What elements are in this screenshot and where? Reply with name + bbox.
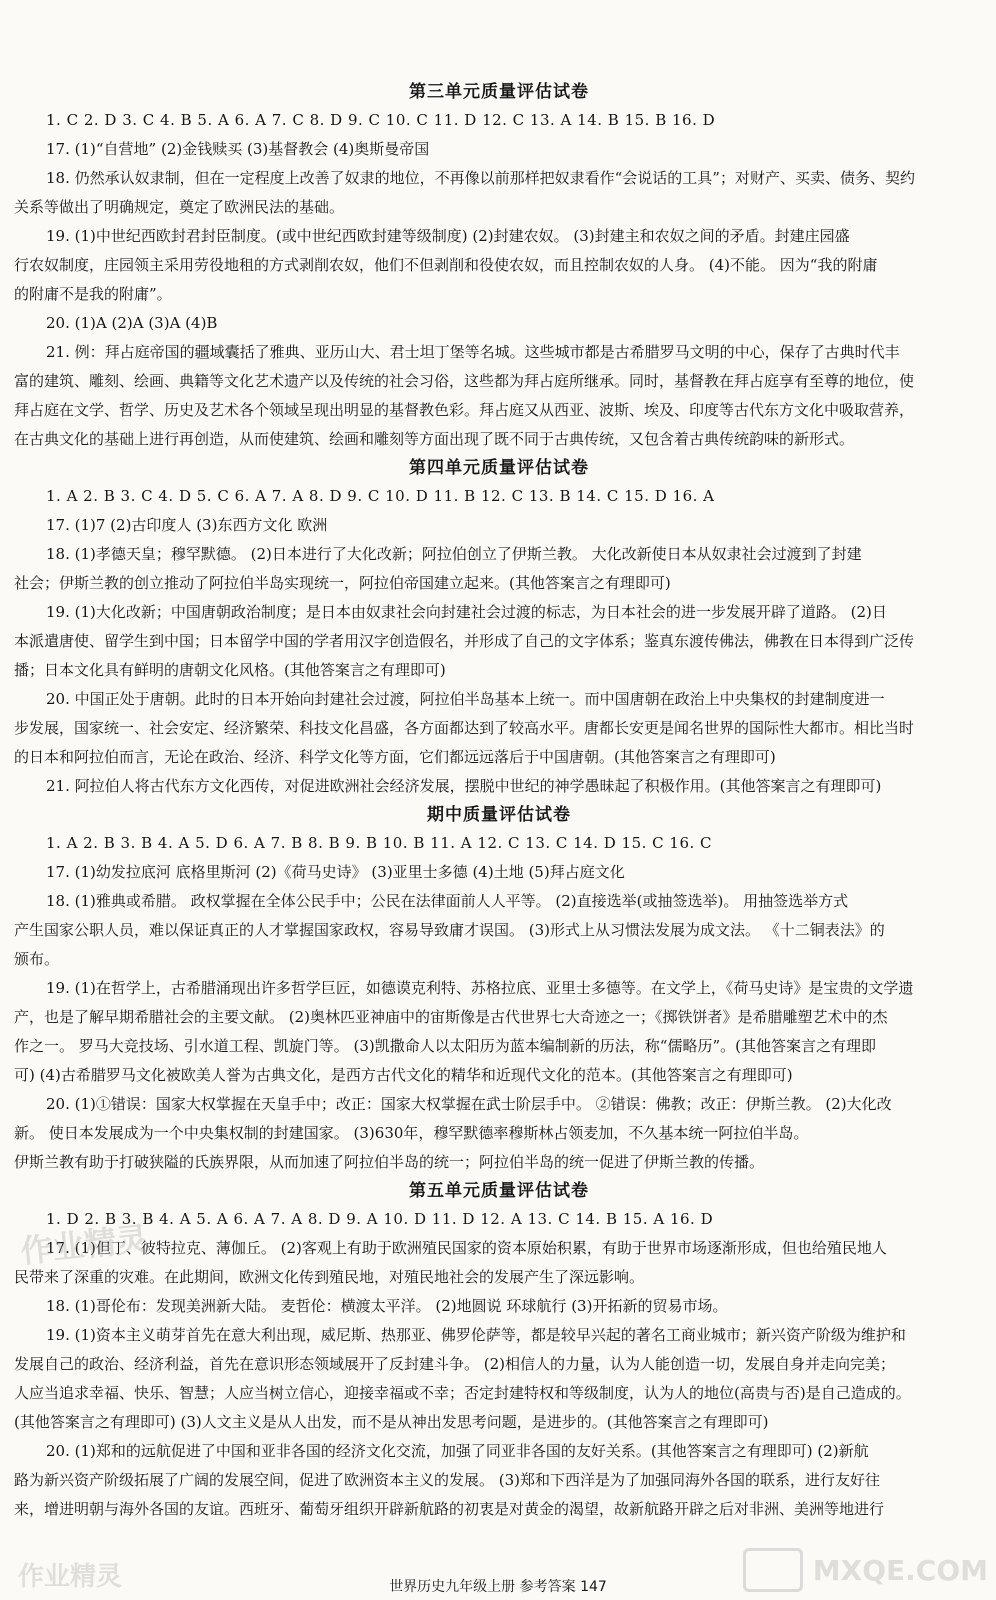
section-title: 期中质量评估试卷 [427, 805, 571, 825]
answer-line: 21. 例：拜占庭帝国的疆域囊括了雅典、亚历山大、君士坦丁堡等名城。这些城市都是古希腊罗马文明的中心，保存了古典时代丰 [46, 343, 900, 361]
answer-line: 产生国家公职人员，难以保证真正的人才掌握国家政权，容易导致庸才误国。 (3)形式上从习惯法发展为成文法。 《十二铜表法》的 [14, 921, 885, 939]
answer-line: 本派遣唐使、留学生到中国；日本留学中国的学者用汉字创造假名，并形成了自己的文字体系；鉴真东渡传佛法，佛教在日本得到广泛传 [14, 632, 915, 650]
answer-line: 20. (1)A (2)A (3)A (4)B [46, 314, 218, 332]
choice-answers-line: 1. D 2. B 3. B 4. A 5. A 6. A 7. A 8. D 9. A 10. D 11. D 12. A 13. C 14. B 15. A 16. D [46, 1210, 714, 1228]
answer-line: 18. 仍然承认奴隶制，但在一定程度上改善了奴隶的地位，不再像以前那样把奴隶看作“会说话的工具”；对财产、买卖、债务、契约 [46, 169, 915, 187]
answer-line: 19. (1)大化改新；中国唐朝政治制度；是日本由奴隶社会向封建社会过渡的标志，为日本社会的进一步发展开辟了道路。 (2)日 [46, 603, 887, 621]
answer-line: 路为新兴资产阶级拓展了广阔的发展空间，促进了欧洲资本主义的发展。 (3)郑和下西洋是为了加强同海外各国的联系，进行友好往 [14, 1471, 881, 1489]
answer-line: 新。 使日本发展成为一个中央集权制的封建国家。 (3)630年，穆罕默德率穆斯林占领麦加，不久基本统一阿拉伯半岛。 [14, 1124, 809, 1142]
answer-line: 21. 阿拉伯人将古代东方文化西传，对促进欧洲社会经济发展，摆脱中世纪的神学愚昧起了积极作用。(其他答案言之有理即可) [46, 777, 882, 795]
answer-line: 的日本和阿拉伯而言，无论在政治、经济、科学文化等方面，它们都远远落后于中国唐朝。(其他答案言之有理即可) [14, 748, 776, 766]
section-title: 第五单元质量评估试卷 [409, 1181, 589, 1201]
answer-line: 18. (1)哥伦布：发现美洲新大陆。 麦哲伦：横渡太平洋。 (2)地圆说 环球航行 (3)开拓新的贸易市场。 [46, 1297, 728, 1315]
answer-line: 20. (1)郑和的远航促进了中国和亚非各国的经济文化交流，加强了同亚非各国的友好关系。(其他答案言之有理即可) (2)新航 [46, 1442, 869, 1460]
answer-line: 19. (1)在哲学上，古希腊涌现出许多哲学巨匠，如德谟克利特、苏格拉底、亚里士多德等。在文学上，《荷马史诗》是宝贵的文学遗 [46, 979, 914, 997]
answer-line: 步发展，国家统一、社会安定、经济繁荣、科技文化昌盛，各方面都达到了较高水平。唐都长安更是闻名世界的国际性大都市。相比当时 [14, 719, 915, 737]
section-title: 第三单元质量评估试卷 [409, 82, 589, 102]
answer-line: 播；日本文化具有鲜明的唐朝文化风格。(其他答案言之有理即可) [14, 661, 446, 679]
answer-line: 在古典文化的基础上进行再创造，从而使建筑、绘画和雕刻等方面出现了既不同于古典传统，又包含着古典传统韵味的新形式。 [14, 430, 855, 448]
watermark-logo-left: 作业精灵 [18, 1219, 150, 1271]
answer-line: 富的建筑、雕刻、绘画、典籍等文化艺术遗产以及传统的社会习俗，这些都为拜占庭所继承。同时，基督教在拜占庭享有至尊的地位，使 [14, 372, 915, 390]
answer-line: 伊斯兰教有助于打破狭隘的氏族界限，从而加速了阿拉伯半岛的统一；阿拉伯半岛的统一促进了伊斯兰教的传播。 [14, 1153, 765, 1171]
answer-content [14, 78, 984, 1524]
choice-answers-line: 1. A 2. B 3. B 4. A 5. D 6. A 7. B 8. B 9. B 10. B 11. A 12. C 13. C 14. D 15. C 16. C [46, 834, 713, 852]
answer-line: 社会；伊斯兰教的创立推动了阿拉伯半岛实现统一，阿拉伯帝国建立起来。(其他答案言之有理即可) [14, 574, 671, 592]
choice-answers-line: 1. A 2. B 3. C 4. D 5. C 6. A 7. A 8. D 9. C 10. D 11. B 12. C 13. B 14. C 15. D 16. A [46, 487, 715, 505]
answer-line: 可) (4)古希腊罗马文化被欧美人誉为古典文化，是西方古代文化的精华和近现代文化的范本。(其他答案言之有理即可) [14, 1066, 793, 1084]
watermark-logo-left-bottom: 作业精灵 [18, 1562, 123, 1592]
answer-line: 作之一。 罗马大竞技场、引水道工程、凯旋门等。 (3)凯撒命人以太阳历为蓝本编制新的历法，称“儒略历”。(其他答案言之有理即 [14, 1037, 876, 1055]
section-title: 第四单元质量评估试卷 [409, 458, 589, 478]
answer-line: 民带来了深重的灾难。在此期间，欧洲文化传到殖民地，对殖民地社会的发展产生了深远影响。 [14, 1268, 645, 1286]
answer-line: 17. (1)7 (2)古印度人 (3)东西方文化 欧洲 [46, 516, 328, 534]
answer-line: 17. (1)幼发拉底河 底格里斯河 (2)《荷马史诗》 (3)亚里士多德 (4)土地 (5)拜占庭文化 [46, 863, 625, 881]
answer-line: 行农奴制度，庄园领主采用劳役地租的方式剥削农奴，他们不但剥削和役使农奴，而且控制农奴的人身。 (4)不能。 因为“我的附庸 [14, 256, 878, 274]
answer-line: 20. 中国正处于唐朝。此时的日本开始向封建社会过渡，阿拉伯半岛基本上统一。而中国唐朝在政治上中央集权的封建制度进一 [46, 690, 885, 708]
watermark-site-text: MXQE.COM [812, 1553, 988, 1587]
answer-line: 20. (1)①错误：国家大权掌握在天皇手中；改正：国家大权掌握在武士阶层手中。 ②错误：佛教；改正：伊斯兰教。 (2)大化改 [46, 1095, 892, 1113]
answer-line: (其他答案言之有理即可) (3)人文主义是从人出发，而不是从神出发思考问题，是进步的。(其他答案言之有理即可) [14, 1413, 769, 1431]
page-footer: 世界历史九年级上册 参考答案 147 [389, 1579, 607, 1595]
answer-line: 17. (1)“自营地” (2)金钱赎买 (3)基督教会 (4)奥斯曼帝国 [46, 140, 430, 158]
answer-line: 17. (1)但丁、彼特拉克、薄伽丘。 (2)客观上有助于欧洲殖民国家的资本原始积累，有助于世界市场逐渐形成，但也给殖民地人 [46, 1239, 887, 1257]
answer-line: 产，也是了解早期希腊社会的主要文献。 (2)奥林匹亚神庙中的宙斯像是古代世界七大奇迹之一；《掷铁饼者》是希腊雕塑艺术中的杰 [14, 1008, 888, 1026]
answer-line: 18. (1)孝德天皇；穆罕默德。 (2)日本进行了大化改新；阿拉伯创立了伊斯兰教。 大化改新使日本从奴隶社会过渡到了封建 [46, 545, 862, 563]
answer-line: 人应当追求幸福、快乐、智慧；人应当树立信心，迎接幸福或不幸；否定封建特权和等级制度，认为人的地位(高贵与否)是自己造成的。 [14, 1384, 911, 1402]
answer-line: 19. (1)资本主义萌芽首先在意大利出现，威尼斯、热那亚、佛罗伦萨等，都是较早兴起的著名工商业城市；新兴资产阶级为维护和 [46, 1326, 906, 1344]
answer-line: 18. (1)雅典或希腊。 政权掌握在全体公民手中；公民在法律面前人人平等。 (2)直接选举(或抽签选举)。 用抽签选举方式 [46, 892, 849, 910]
answer-line: 关系等做出了明确规定，奠定了欧洲民法的基础。 [14, 198, 345, 216]
answer-line: 颁布。 [14, 950, 60, 968]
answer-line: 拜占庭在文学、哲学、历史及艺术各个领域呈现出明显的基督教色彩。拜占庭又从西亚、波斯、埃及、印度等古代东方文化中吸取营养， [14, 401, 915, 419]
answer-line: 来，增进明朝与海外各国的友谊。西班牙、葡萄牙组织开辟新航路的初衷是对黄金的渴望，故新航路开辟之后对非洲、美洲等地进行 [14, 1500, 885, 1518]
choice-answers-line: 1. C 2. D 3. C 4. B 5. A 6. A 7. C 8. D 9. C 10. C 11. D 12. C 13. A 14. B 15. B 16. D [46, 111, 716, 129]
answer-line: 的附庸不是我的附庸”。 [14, 285, 172, 303]
answer-line: 19. (1)中世纪西欧封君封臣制度。(或中世纪西欧封建等级制度) (2)封建农奴。 (3)封建主和农奴之间的矛盾。封建庄园盛 [46, 227, 850, 245]
answer-line: 发展自己的政治、经济利益，首先在意识形态领域展开了反封建斗争。 (2)相信人的力量，认为人能创造一切，发展自身并走向完美； [14, 1355, 896, 1373]
